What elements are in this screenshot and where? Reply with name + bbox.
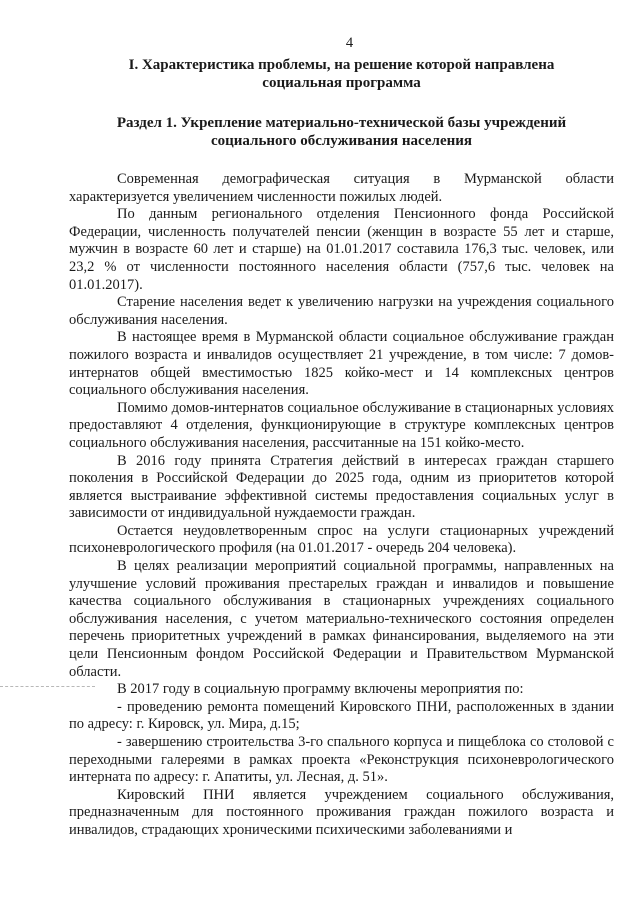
page-number: 4	[345, 35, 354, 51]
chapter-heading-line-2: социальная программа	[262, 75, 421, 91]
paragraph-institutions: В настоящее время в Мурманской области социальное обслуживание граждан пожилого возраста и инвалидов осуществляет 21 учреждение, в том числе: 7 домов-интернатов общей вместимостью 1825 койко-мест и 14 комплексных центров социального обслуживания населения.	[69, 329, 614, 399]
scan-margin-mark	[0, 686, 95, 687]
paragraph-strategy-2025: В 2016 году принята Стратегия действий в интересах граждан старшего поколения в Российской Федерации до 2025 года, одним из приоритетов которой является выстраивание эффективной системы предоставления социальных услуг в зависимости от индивидуальной нуждаемости граждан.	[69, 452, 614, 522]
list-item-kirovsk-repair: - проведению ремонта помещений Кировского ПНИ, расположенных в здании по адресу: г. Кировск, ул. Мира, д.15;	[69, 698, 614, 733]
paragraph-kirovsk-pni: Кировский ПНИ является учреждением социального обслуживания, предназначенным для постоянного проживания граждан пожилого возраста и инвалидов, страдающих хроническими психическими заболеваниями и	[69, 786, 614, 838]
body-text	[69, 171, 614, 840]
chapter-heading-line-1: I. Характеристика проблемы, на решение которой направлена	[128, 57, 555, 73]
chapter-heading	[69, 56, 614, 92]
section-heading	[69, 114, 614, 150]
paragraph-unmet-demand: Остается неудовлетворенным спрос на услуги стационарных учреждений психоневрологического профиля (на 01.01.2017 - очередь 204 человека).	[69, 522, 614, 557]
paragraph-ageing-load: Старение населения ведет к увеличению нагрузки на учреждения социального обслуживания населения.	[69, 294, 614, 328]
paragraph-program-2017: В 2017 году в социальную программу включены мероприятия по:	[117, 681, 524, 698]
paragraph-priority-list: В целях реализации мероприятий социальной программы, направленных на улучшение условий проживания престарелых граждан и инвалидов и повышение качества социального обслуживания в стационарных учреждениях социального обслуживания населения, с учетом материально-технического состояния определен перечень приоритетных учреждений в рамках финансирования, выделяемого на эти цели Пенсионным фондом Российской Федерации и Правительством Мурманской области.	[69, 558, 614, 680]
paragraph-demographics: Современная демографическая ситуация в Мурманской области характеризуется увеличением численности пожилых людей.	[69, 171, 614, 205]
section-heading-line-2: социального обслуживания населения	[210, 133, 472, 149]
section-heading-line-1: Раздел 1. Укрепление материально-технической базы учреждений	[116, 115, 567, 131]
paragraph-inpatient-units: Помимо домов-интернатов социальное обслуживание в стационарных условиях предоставляют 4 отделения, функционирующие в структуре комплексных центров социального обслуживания населения, рассчитанные на 151 койко-место.	[69, 399, 614, 451]
list-item-apatity-construction: - завершению строительства 3-го спального корпуса и пищеблока со столовой с переходными галереями в рамках проекта «Реконструкция психоневрологического интерната по адресу: г. Апатиты, ул. Лесная, д. 51».	[69, 734, 614, 786]
paragraph-pension-fund-data: По данным регионального отделения Пенсионного фонда Российской Федерации, численность получателей пенсии (женщин в возрасте 55 лет и старше, мужчин в возрасте 60 лет и старше) на 01.01.2017 составила 176,3 тыс. человек, или 23,2 % от численности постоянного населения области (757,6 тыс. человек на 01.01.2017).	[69, 206, 614, 293]
